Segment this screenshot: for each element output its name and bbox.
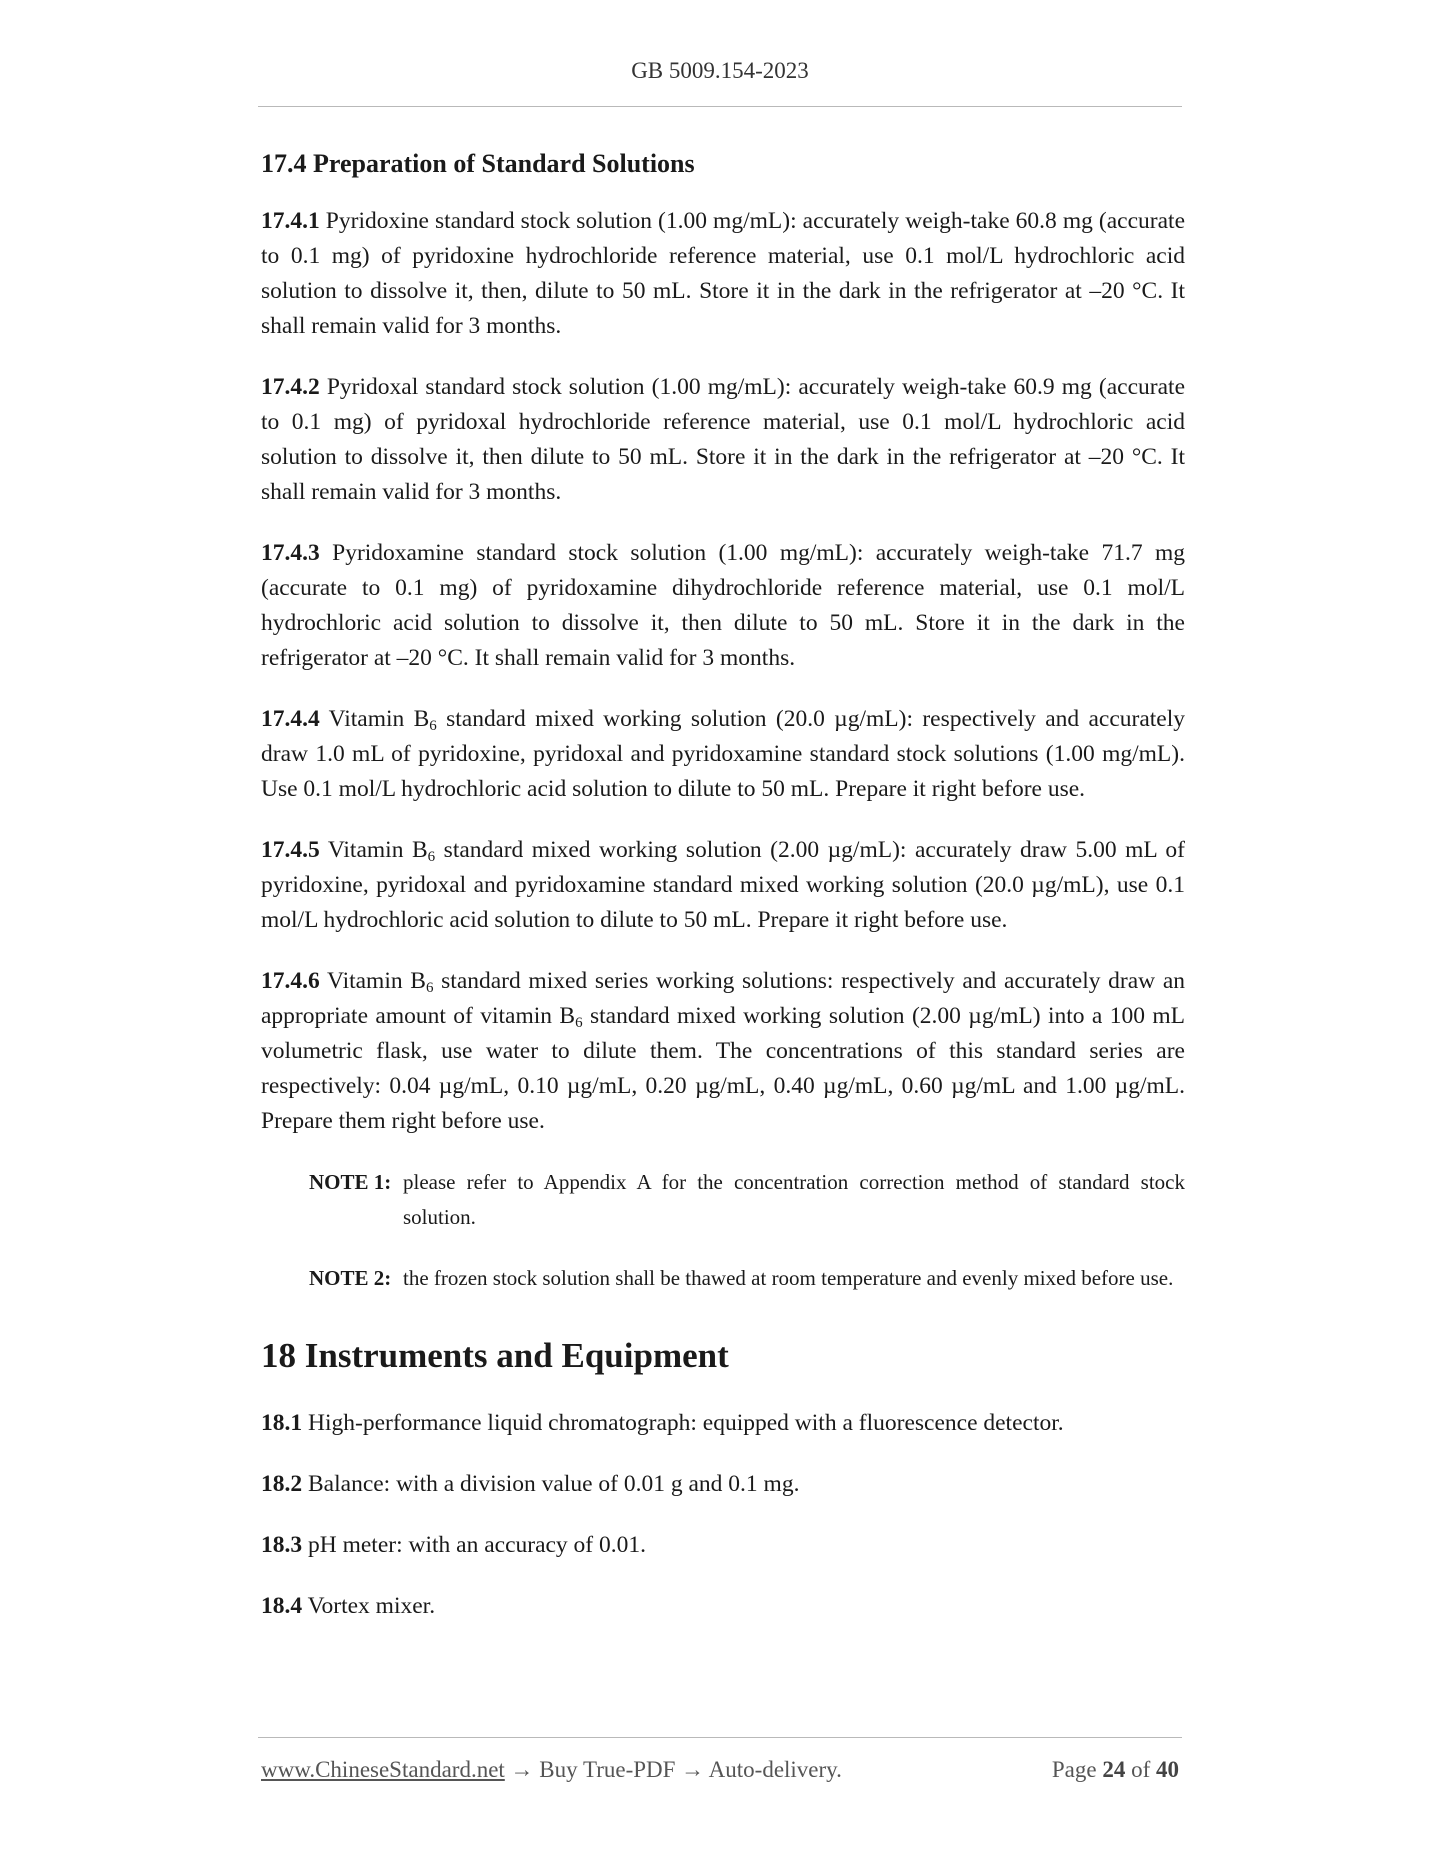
subscript: 6 bbox=[575, 1015, 583, 1031]
note-text: the frozen stock solution shall be thawed at room temperature and evenly mixed before use. bbox=[403, 1266, 1174, 1290]
clause-text: Vitamin B bbox=[319, 706, 430, 732]
clause-number: 17.4.3 bbox=[261, 540, 320, 566]
clause-number: 17.4.2 bbox=[261, 374, 320, 400]
clause-text: standard mixed working solution (20.0 µg/mL): respectively and accurately draw 1.0 mL of pyridoxine, pyridoxal and pyridoxamine standard stock solutions (1.00 mg/mL). Use 0.1 mol/L hydrochloric acid solution to dilute to 50 mL. Prepare it right before use. bbox=[261, 706, 1186, 802]
current-page: 24 bbox=[1102, 1757, 1126, 1782]
header-divider bbox=[258, 106, 1182, 107]
clause-text: standard mixed series working solutions: respectively and accurately draw an appropriate amount of vitamin B bbox=[261, 968, 1185, 1029]
subscript: 6 bbox=[429, 718, 437, 734]
clause-text: Pyridoxine standard stock solution (1.00 mg/mL): accurately weigh-take 60.8 mg (accurate to 0.1 mg) of pyridoxine hydrochloride reference material, use 0.1 mol/L hydrochloric acid solution to dissolve it, then, dilute to 50 mL. Store it in the dark in the refrigerator at –20 °C. It shall remain valid for 3 months. bbox=[261, 208, 1185, 339]
page-footer bbox=[261, 1757, 1179, 1791]
clause-text: Pyridoxamine standard stock solution (1.00 mg/mL): accurately weigh-take 71.7 mg (accurate to 0.1 mg) of pyridoxamine dihydrochloride reference material, use 0.1 mol/L hydrochloric acid solution to dissolve it, then dilute to 50 mL. Store it in the dark in the refrigerator at –20 °C. It shall remain valid for 3 months. bbox=[261, 540, 1185, 671]
clause-text: High-performance liquid chromatograph: equipped with a fluorescence detector. bbox=[302, 1410, 1064, 1436]
clause-number: 18.1 bbox=[261, 1410, 303, 1436]
note-2 bbox=[309, 1261, 1185, 1296]
note-label: NOTE 2: bbox=[309, 1266, 392, 1290]
promo-text: → Buy True-PDF → Auto-delivery. bbox=[504, 1757, 842, 1782]
clause-17-4-5 bbox=[261, 833, 1185, 938]
clause-text: Pyridoxal standard stock solution (1.00 mg/mL): accurately weigh-take 60.9 mg (accurate to 0.1 mg) of pyridoxal hydrochloride reference material, use 0.1 mol/L hydrochloric acid solution to dissolve it, then dilute to 50 mL. Store it in the dark in the refrigerator at –20 °C. It shall remain valid for 3 months. bbox=[261, 374, 1185, 505]
running-header: GB 5009.154-2023 bbox=[631, 58, 809, 83]
clause-text: Vortex mixer. bbox=[302, 1593, 436, 1619]
note-label: NOTE 1: bbox=[309, 1170, 392, 1194]
clause-text: pH meter: with an accuracy of 0.01. bbox=[302, 1532, 647, 1558]
footer-divider bbox=[258, 1737, 1182, 1738]
footer-promo bbox=[261, 1757, 842, 1783]
clause-17-4-2 bbox=[261, 370, 1185, 510]
note-1 bbox=[309, 1165, 1185, 1235]
website-link[interactable]: www.ChineseStandard.net bbox=[261, 1757, 505, 1782]
clause-text: Vitamin B bbox=[319, 968, 426, 994]
clause-number: 17.4.4 bbox=[261, 706, 320, 732]
clause-18-1 bbox=[261, 1406, 1185, 1441]
page-body bbox=[261, 146, 1185, 1650]
page-indicator bbox=[1052, 1757, 1179, 1783]
subscript: 6 bbox=[427, 849, 436, 865]
clause-number: 18.2 bbox=[261, 1471, 303, 1497]
clause-number: 18.3 bbox=[261, 1532, 303, 1558]
note-text: please refer to Appendix A for the concentration correction method of standard stock solution. bbox=[403, 1170, 1185, 1229]
total-pages: 40 bbox=[1156, 1757, 1179, 1782]
clause-17-4-4 bbox=[261, 702, 1185, 807]
clause-number: 17.4.1 bbox=[261, 208, 320, 234]
clause-text: Vitamin B bbox=[319, 837, 428, 863]
clause-text: Balance: with a division value of 0.01 g and 0.1 mg. bbox=[302, 1471, 800, 1497]
clause-text: standard mixed working solution (2.00 µg/mL): accurately draw 5.00 mL of pyridoxine, pyridoxal and pyridoxamine standard mixed working solution (20.0 µg/mL), use 0.1 mol/L hydrochloric acid solution to dilute to 50 mL. Prepare it right before use. bbox=[261, 837, 1185, 933]
subscript: 6 bbox=[425, 980, 434, 996]
clause-17-4-3 bbox=[261, 536, 1185, 676]
clause-18-3 bbox=[261, 1528, 1185, 1563]
clause-number: 17.4.5 bbox=[261, 837, 320, 863]
clause-number: 18.4 bbox=[261, 1593, 303, 1619]
clause-text: standard mixed working solution (2.00 µg/mL) into a 100 mL volumetric flask, use water to dilute them. The concentrations of this standard series are respectively: 0.04 µg/mL, 0.10 µg/mL, 0.20 µg/mL, 0.40 µg/mL, 0.60 µg/mL and 1.00 µg/mL. Prepare them right before use. bbox=[261, 1003, 1185, 1134]
clause-18-2 bbox=[261, 1467, 1185, 1502]
clause-17-4-1 bbox=[261, 204, 1185, 344]
section-title-18: 18 Instruments and Equipment bbox=[261, 1336, 729, 1375]
clause-17-4-6 bbox=[261, 964, 1185, 1139]
subsection-title-17-4: 17.4 Preparation of Standard Solutions bbox=[261, 149, 695, 178]
of-label: of bbox=[1125, 1757, 1156, 1782]
page-label: Page bbox=[1051, 1757, 1103, 1782]
clause-18-4 bbox=[261, 1589, 1185, 1624]
clause-number: 17.4.6 bbox=[261, 968, 320, 994]
